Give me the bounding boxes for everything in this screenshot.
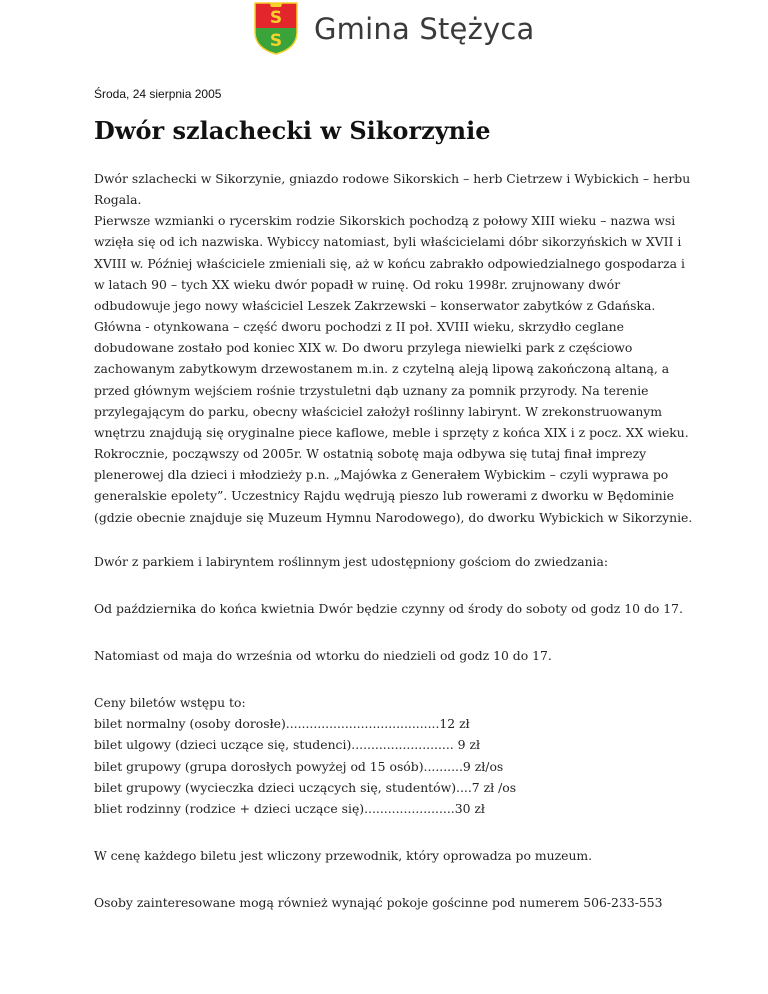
price-item: bilet ulgowy (dzieci uczące się, studenci).......................... 9 zł	[94, 737, 481, 753]
guide-note: W cenę każdego biletu jest wliczony przewodnik, który oprowadza po muzeum.	[94, 848, 593, 864]
article	[94, 84, 694, 913]
site-brand-name[interactable]: Gmina Stężyca	[314, 11, 535, 46]
article-date: Środa, 24 sierpnia 2005	[94, 87, 222, 101]
article-title: Dwór szlachecki w Sikorzynie	[94, 116, 491, 145]
gmina-coat-of-arms-logo[interactable]	[252, 0, 300, 56]
intro-paragraph: Pierwsze wzmianki o rycerskim rodzie Sikorskich pochodzą z połowy XIII wieku – nazwa wsi wzięła się od ich nazwiska. Wybiccy natomiast, byli właścicielami dóbr sikorzyńskich w XVII i XVIII w. Później właściciele zmieniali się, aż w końcu zabrakło odpowiedzialnego gospodarza i w latach 90 – tych XX wieku dwór popadł w ruinę. Od roku 1998r. zrujnowany dwór odbudowuje jego nowy właściciel Leszek Zakrzewski – konserwator zabytków z Gdańska. Główna - otynkowana – część dworu pochodzi z II poł. XVIII wieku, skrzydło ceglane dobudowane zostało pod koniec XIX w. Do dworu przylega niewielki park z częściowo zachowanym zabytkowym drzewostanem m.in. z czytelną aleją lipową zakończoną altaną, a przed głównym wejściem rośnie trzystuletni dąb uznany za pomnik przyrody. Na terenie przylegającym do parku, obecny właściciel założył roślinny labirynt. W zrekonstruowanym wnętrzu znajdują się oryginalne piece kaflowe, meble i sprzęty z końca XIX i z pocz. XX wieku. Rokrocznie, począwszy od 2005r. W ostatnią sobotę maja odbywa się tutaj finał imprezy plenerowej dla dzieci i młodzieży p.n. „Majówka z Generałem Wybickim – czyli wyprawa po generalskie epolety”. Uczestnicy Rajdu wędrują pieszo lub rowerami z dworku w Będominie (gdzie obecnie znajduje się Muzeum Hymnu Narodowego), do dworku Wybickich w Sikorzynie.	[94, 213, 693, 525]
guest-rooms-note: Osoby zainteresowane mogą również wynająć pokoje gościnne pod numerem 506-233-553	[94, 895, 663, 911]
price-list-heading: Ceny biletów wstępu to:	[94, 695, 246, 711]
logo-letter-top: S	[269, 8, 283, 28]
opening-hours-winter: Od października do końca kwietnia Dwór będzie czynny od środy do soboty od godz 10 do 17.	[94, 600, 683, 616]
opening-info: Dwór z parkiem i labiryntem roślinnym jest udostępniony gościom do zwiedzania:	[94, 553, 609, 569]
article-intro	[94, 168, 694, 528]
price-item: bilet grupowy (grupa dorosłych powyżej od 15 osób)..........9 zł/os	[94, 758, 504, 774]
site-header	[252, 0, 534, 56]
opening-hours-summer: Natomiast od maja do września od wtorku do niedzieli od godz 10 do 17.	[94, 647, 552, 663]
ticket-price-list	[94, 692, 694, 819]
price-item: bilet normalny (osoby dorosłe).......................................12 zł	[94, 716, 470, 732]
price-item: bilet grupowy (wycieczka dzieci uczących się, studentów)....7 zł /os	[94, 779, 517, 795]
logo-letter-bottom: S	[269, 31, 283, 51]
price-item: bliet rodzinny (rodzice + dzieci uczące się).......................30 zł	[94, 800, 485, 816]
intro-paragraph: Dwór szlachecki w Sikorzynie, gniazdo rodowe Sikorskich – herb Cietrzew i Wybickich – herbu Rogala.	[94, 171, 691, 208]
